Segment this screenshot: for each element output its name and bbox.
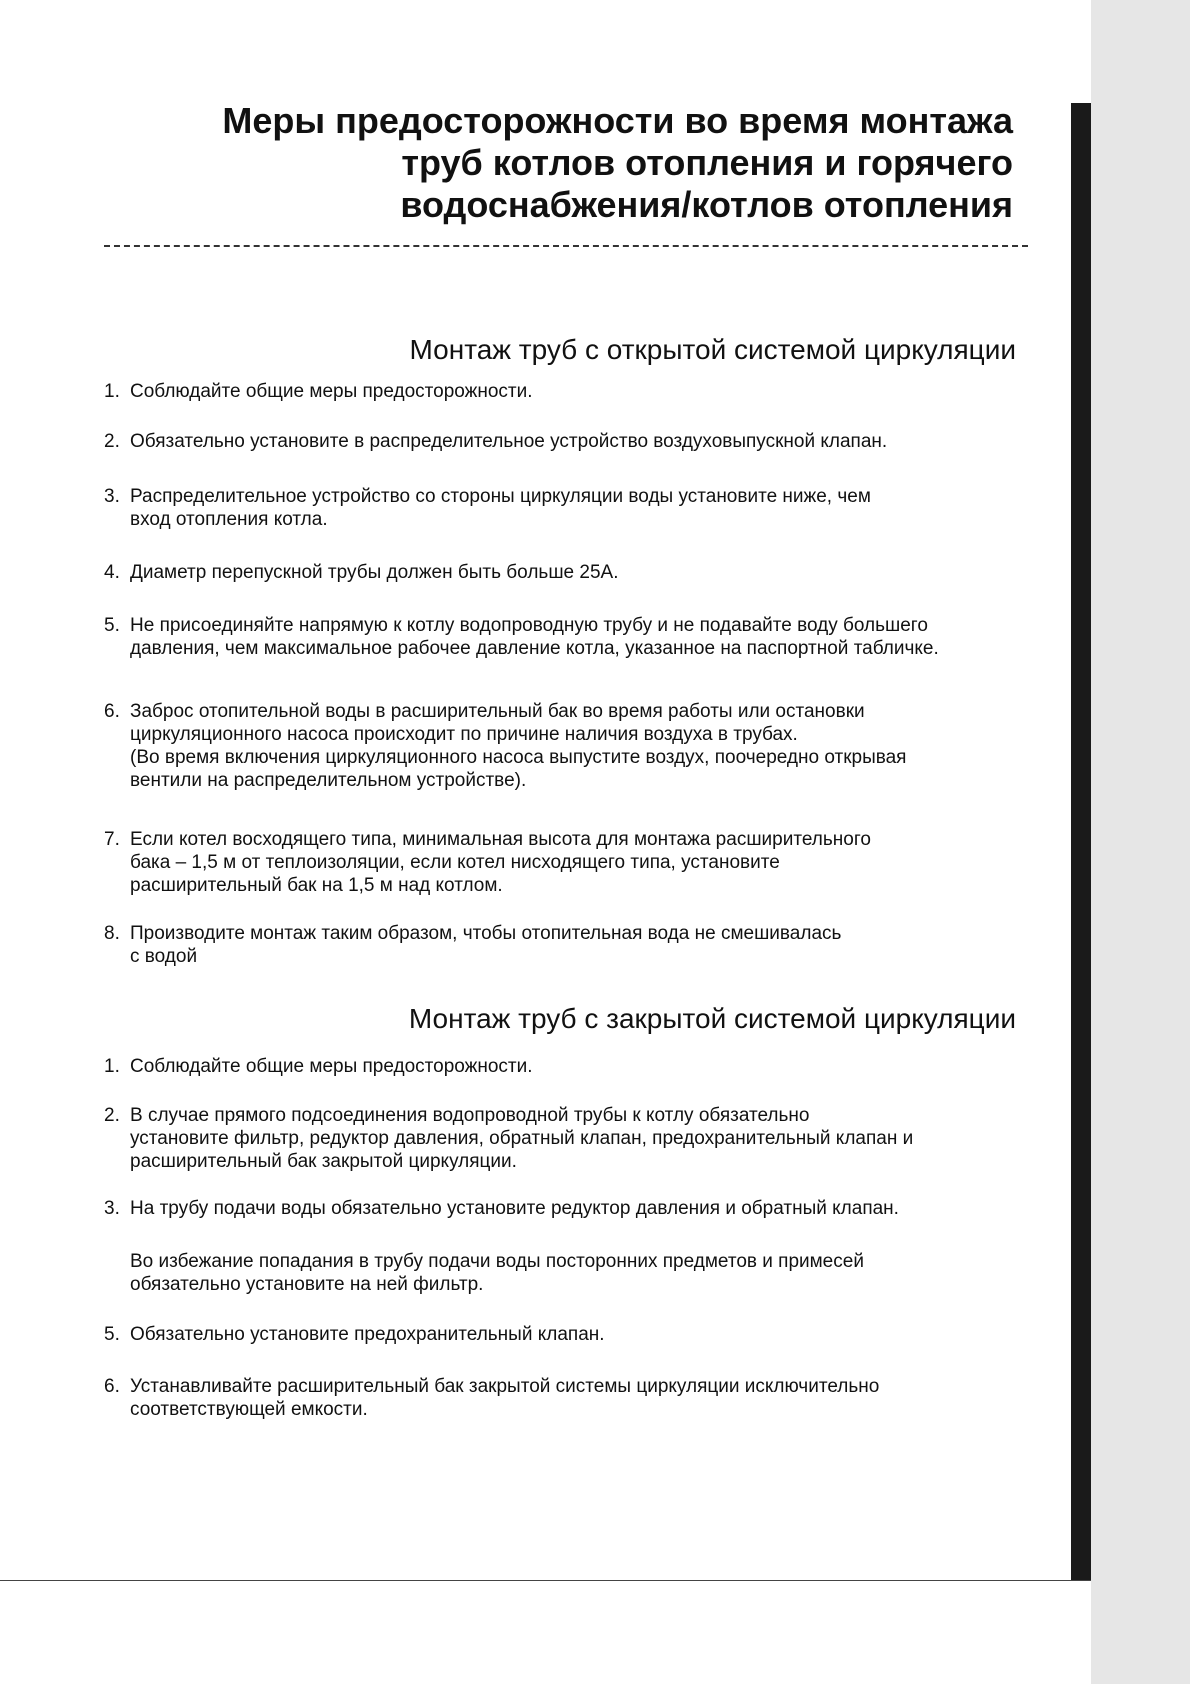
item-number: 1.: [104, 381, 120, 402]
item-number: 7.: [104, 829, 120, 850]
item-text-line: с водой: [130, 946, 198, 967]
page-title-line: водоснабжения/котлов отопления: [400, 184, 1013, 225]
open-system-item-6: [104, 700, 1044, 792]
item-text-line: (Во время включения циркуляционного насоса выпустите воздух, поочередно открывая: [130, 747, 907, 768]
item-text-line: Соблюдайте общие меры предосторожности.: [130, 381, 533, 402]
closed-system-item-5: [104, 1323, 1044, 1346]
page-title-line: Меры предосторожности во время монтажа: [222, 100, 1013, 141]
item-text-line: На трубу подачи воды обязательно установите редуктор давления и обратный клапан.: [130, 1198, 899, 1219]
page-title: [113, 100, 1013, 226]
open-system-item-2: [104, 430, 1044, 453]
item-number: 3.: [104, 486, 120, 507]
item-number: 5.: [104, 615, 120, 636]
open-system-heading: Монтаж труб с открытой системой циркуляции: [409, 334, 1016, 365]
item-text-line: Диаметр перепускной трубы должен быть больше 25А.: [130, 562, 619, 583]
closed-system-item-1: [104, 1055, 1044, 1078]
item-text-line: Производите монтаж таким образом, чтобы отопительная вода не смешивалась: [130, 923, 842, 944]
item-text-line: Распределительное устройство со стороны циркуляции воды установите ниже, чем: [130, 486, 871, 507]
closed-system-item-2: [104, 1104, 1044, 1173]
closed-system-item-4: [104, 1250, 1044, 1296]
open-system-item-4: [104, 561, 1044, 584]
item-number: 2.: [104, 1105, 120, 1126]
item-text-line: Если котел восходящего типа, минимальная высота для монтажа расширительного: [130, 829, 871, 850]
item-text-line: Во избежание попадания в трубу подачи воды посторонних предметов и примесей: [130, 1251, 864, 1272]
item-text-line: циркуляционного насоса происходит по причине наличия воздуха в трубах.: [130, 724, 798, 745]
item-number: 2.: [104, 431, 120, 452]
item-text-line: бака – 1,5 м от теплоизоляции, если котел нисходящего типа, установите: [130, 852, 780, 873]
item-text-line: Обязательно установите предохранительный клапан.: [130, 1324, 605, 1345]
item-text-line: Устанавливайте расширительный бак закрытой системы циркуляции исключительно: [130, 1376, 880, 1397]
item-text-line: Не присоединяйте напрямую к котлу водопроводную трубу и не подавайте воду большего: [130, 615, 928, 636]
page-side-margin: [1091, 0, 1190, 1684]
item-number: 5.: [104, 1324, 120, 1345]
item-text-line: В случае прямого подсоединения водопроводной трубы к котлу обязательно: [130, 1105, 810, 1126]
closed-system-item-6: [104, 1375, 1044, 1421]
closed-system-heading: Монтаж труб с закрытой системой циркуляции: [408, 1003, 1016, 1034]
item-text-line: расширительный бак на 1,5 м над котлом.: [130, 875, 503, 896]
footer-rule: [0, 1580, 1091, 1581]
item-text-line: давления, чем максимальное рабочее давление котла, указанное на паспортной табличке.: [130, 638, 939, 659]
open-system-item-8: [104, 922, 1044, 968]
closed-system-item-3: [104, 1197, 1044, 1220]
item-text-line: расширительный бак закрытой циркуляции.: [130, 1151, 517, 1172]
item-text-line: Заброс отопительной воды в расширительный бак во время работы или остановки: [130, 701, 865, 722]
item-number: 6.: [104, 1376, 120, 1397]
item-text-line: вход отопления котла.: [130, 509, 328, 530]
item-text-line: соответствующей емкости.: [130, 1399, 368, 1420]
item-text-line: установите фильтр, редуктор давления, обратный клапан, предохранительный клапан и: [130, 1128, 914, 1149]
open-system-item-5: [104, 614, 1044, 660]
item-number: 3.: [104, 1198, 120, 1219]
item-text-line: Обязательно установите в распределительное устройство воздуховыпускной клапан.: [130, 431, 888, 452]
item-number: 6.: [104, 701, 120, 722]
item-number: 1.: [104, 1056, 120, 1077]
item-number: 4.: [104, 562, 120, 583]
page-title-line: труб котлов отопления и горячего: [401, 142, 1013, 183]
open-system-item-3: [104, 485, 1044, 531]
item-text-line: Соблюдайте общие меры предосторожности.: [130, 1056, 533, 1077]
chapter-tab-bar: [1071, 103, 1091, 1580]
item-text-line: вентили на распределительном устройстве).: [130, 770, 527, 791]
title-divider: [104, 245, 1028, 247]
item-text-line: обязательно установите на ней фильтр.: [130, 1274, 484, 1295]
item-number: 8.: [104, 923, 120, 944]
open-system-item-7: [104, 828, 1044, 897]
open-system-item-1: [104, 380, 1044, 403]
